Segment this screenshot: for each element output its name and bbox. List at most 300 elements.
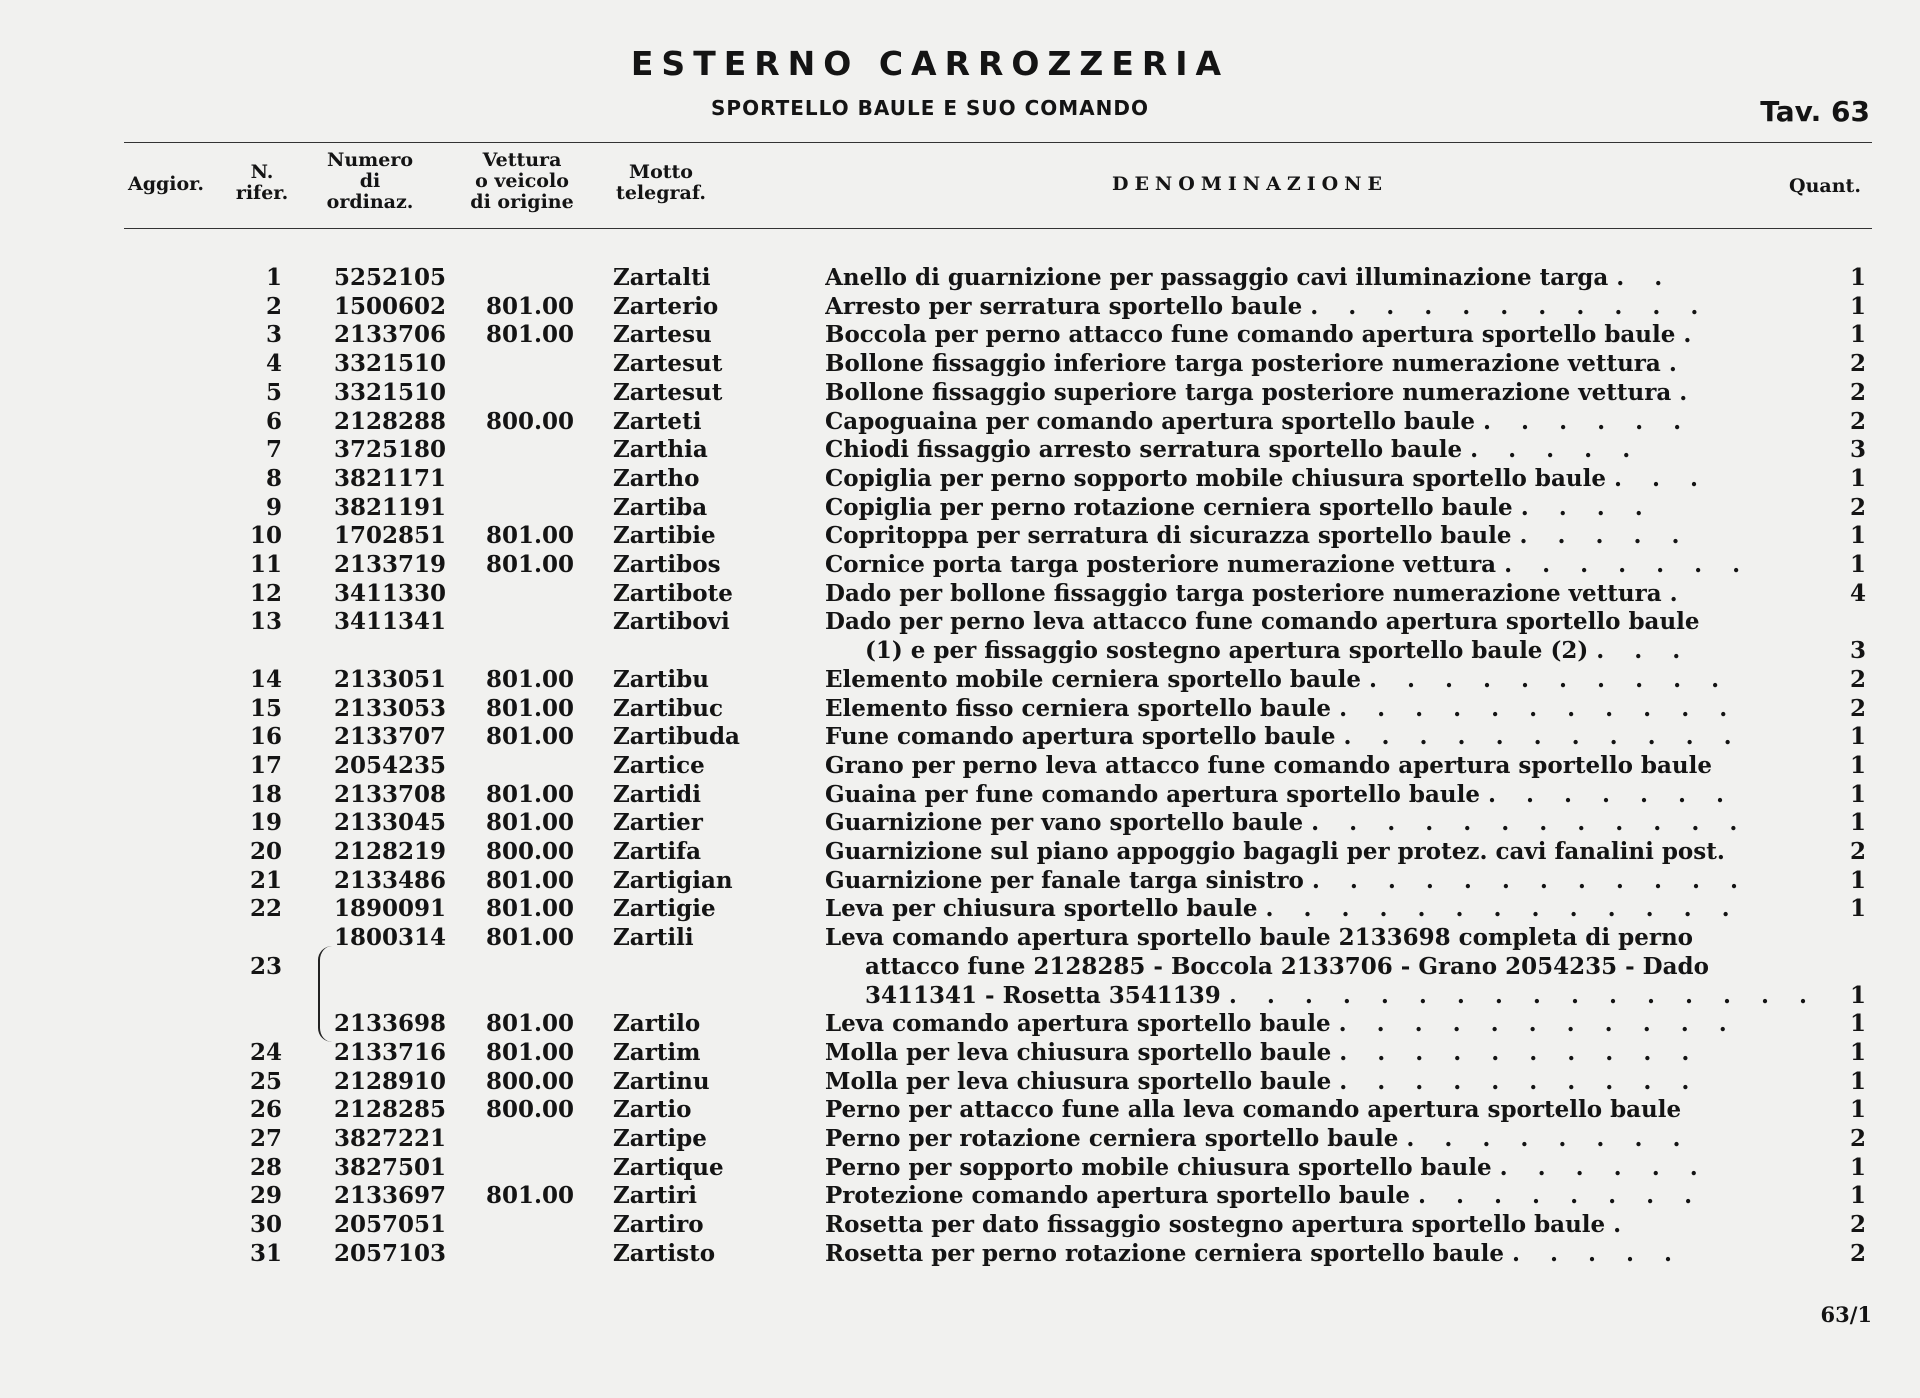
order-number: 3821171 [334,464,447,492]
vehicle-origin: 801.00 [486,809,575,837]
order-number: 3827221 [334,1125,447,1152]
ref-number: 24 [249,1038,282,1066]
table-row [0,579,1920,608]
vehicle-origin: 801.00 [486,924,575,952]
quantity: 1 [1849,895,1866,923]
leader-dots: . [1683,321,1703,349]
description [825,579,1790,608]
quantity: 1 [1849,1153,1866,1181]
table-row [0,923,1920,952]
order-number: 3321510 [334,350,447,378]
telegraph-code: Zartiba [613,493,708,521]
telegraph-code: Zartigie [613,895,716,923]
description [825,349,1790,378]
description-text: Guarnizione sul piano appoggio bagagli per protez. cavi fanalini post. [825,838,1725,865]
table-row [0,665,1920,694]
quantity: 4 [1849,579,1866,607]
ref-number: 29 [249,1182,282,1210]
table-row [0,1210,1920,1239]
leader-dots: . . . . . . . . . . . [1338,1010,1738,1038]
quantity: 1 [1849,751,1866,779]
telegraph-code: Zarteti [613,407,702,435]
leader-dots: . [1613,1211,1633,1239]
vehicle-origin: 801.00 [486,1038,575,1066]
ref-number: 20 [249,838,282,865]
telegraph-code: Zartalti [613,264,711,291]
table-row [0,694,1920,723]
description [825,607,1790,636]
group-brace [318,946,334,1042]
quantity: 1 [1849,1182,1866,1210]
table-row [0,866,1920,895]
telegraph-code: Zartesut [613,350,723,378]
description [825,981,1830,1010]
telegraph-code: Zartibuda [613,723,740,751]
description [825,808,1790,837]
ref-number: 23 [249,952,282,980]
description-text: Guaina per fune comando apertura sportello baule [825,780,1480,808]
ref-number: 7 [265,436,282,464]
order-number: 2128219 [334,838,447,865]
quantity: 2 [1849,350,1866,378]
header-rule-top [124,142,1872,143]
description [825,1124,1790,1153]
table-row [0,320,1920,349]
ref-number: 17 [249,751,282,779]
quantity: 1 [1849,1067,1866,1095]
table-row [0,780,1920,809]
description-text: Cornice porta targa posteriore numerazione vettura [825,551,1497,578]
quantity: 1 [1849,866,1866,894]
description [825,292,1790,321]
quantity: 2 [1849,407,1866,435]
description [825,866,1790,895]
leader-dots: . . . [1596,637,1692,665]
order-number: 2133707 [334,723,447,751]
leader-dots: . . . [1613,464,1710,492]
ref-number: 3 [265,321,282,349]
leader-dots [1681,1095,1790,1124]
description-text: Leva comando apertura sportello baule [825,1010,1331,1038]
order-number: 2057051 [334,1211,447,1239]
description [825,435,1790,464]
leader-dots: . [1669,579,1689,607]
col-header-aggior: Aggior. [127,173,205,195]
order-number: 3821191 [334,493,447,521]
description-text: Copiglia per perno sopporto mobile chiusura sportello baule [825,464,1606,492]
vehicle-origin: 801.00 [486,866,575,894]
quantity: 1 [1849,1010,1866,1038]
quantity: 2 [1849,378,1866,406]
ref-number: 30 [249,1211,282,1239]
quantity: 1 [1849,321,1866,349]
leader-dots [1725,837,1790,866]
page-number: 63/1 [1820,1302,1872,1327]
ref-number: 26 [249,1096,282,1124]
description [825,521,1790,550]
order-number: 2133716 [334,1038,447,1066]
quantity: 1 [1849,809,1866,837]
description-text: (1) e per fissaggio sostegno apertura sportello baule (2) [865,637,1589,665]
order-number: 2128910 [334,1067,447,1095]
order-number: 1702851 [334,522,447,550]
description-text: Arresto per serratura sportello baule [825,292,1303,320]
quantity: 2 [1849,665,1866,693]
ref-number: 16 [249,723,282,751]
telegraph-code: Zartibovi [613,608,730,636]
quantity: 2 [1849,1211,1866,1239]
order-number: 2133051 [334,665,447,693]
table-row [0,349,1920,378]
telegraph-code: Zartim [613,1038,701,1066]
quantity: 3 [1849,637,1866,665]
ref-number: 12 [249,579,282,607]
table-row [0,378,1920,407]
description-text: Grano per perno leva attacco fune comando apertura sportello baule [825,751,1713,779]
ref-number: 22 [249,895,282,923]
vehicle-origin: 801.00 [486,1182,575,1210]
description [825,1181,1790,1210]
order-number: 3411330 [334,579,447,607]
order-number: 5252105 [334,264,447,291]
quantity: 1 [1849,264,1866,291]
col-header-rifer: N. rifer. [235,161,289,204]
order-number: 2128288 [334,407,447,435]
ref-number: 27 [249,1125,282,1152]
header-rule-bottom [124,228,1872,229]
order-number: 2054235 [334,751,447,779]
ref-number: 15 [249,694,282,722]
leader-dots [1700,607,1790,636]
leader-dots: . . . . . [1519,522,1691,550]
table-row [0,464,1920,493]
leader-dots: . . . . . [1470,436,1642,464]
description [825,320,1790,349]
order-number: 2133698 [334,1010,447,1038]
description [825,493,1790,522]
leader-dots: . . . . . . . . . . [1339,1038,1701,1066]
leader-dots: . . . . . . . [1504,551,1752,578]
quantity: 2 [1849,694,1866,722]
order-number: 2133697 [334,1182,447,1210]
table-row [0,981,1920,1010]
table-row [0,894,1920,923]
vehicle-origin: 800.00 [486,838,575,865]
description-text: Perno per rotazione cerniera sportello baule [825,1125,1399,1152]
description-text: Fune comando apertura sportello baule [825,723,1336,751]
table-row [0,837,1920,866]
description [825,1067,1790,1096]
order-number: 3411341 [334,608,447,636]
telegraph-code: Zartisto [613,1239,716,1267]
table-row [0,493,1920,522]
description-text: Leva comando apertura sportello baule 2133698 completa di perno [825,924,1694,952]
description [825,694,1790,723]
order-number: 2133486 [334,866,447,894]
ref-number: 13 [249,608,282,636]
description [825,1153,1790,1182]
description-text: Copiglia per perno rotazione cerniera sportello baule [825,493,1513,521]
description-text: Molla per leva chiusura sportello baule [825,1067,1332,1095]
table-row [0,263,1920,292]
order-number: 3321510 [334,378,447,406]
leader-dots: . [1668,350,1688,378]
order-number: 2133719 [334,551,447,578]
leader-dots: . . . . . . . . . . . . . [1265,895,1741,923]
order-number: 2133045 [334,809,447,837]
telegraph-code: Zartipe [613,1125,707,1152]
col-header-numero: Numero di ordinaz. [326,149,414,213]
col-header-denominazione: DENOMINAZIONE [1111,173,1389,195]
telegraph-code: Zartifa [613,838,701,865]
leader-dots [1709,952,1830,981]
description [825,1095,1790,1124]
quantity: 1 [1849,551,1866,578]
description-text: Rosetta per dato fissaggio sostegno apertura sportello baule [825,1211,1606,1239]
description-text: Copritoppa per serratura di sicurazza sportello baule [825,522,1512,550]
description-text: Elemento fisso cerniera sportello baule [825,694,1332,722]
telegraph-code: Zartio [613,1096,692,1124]
table-row [0,550,1920,579]
order-number: 3827501 [334,1153,447,1181]
quantity: 2 [1849,838,1866,865]
description-text: Boccola per perno attacco fune comando apertura sportello baule [825,321,1676,349]
telegraph-code: Zartinu [613,1067,710,1095]
table-row [0,292,1920,321]
order-number: 3725180 [334,436,447,464]
description [825,550,1790,579]
ref-number: 2 [265,292,282,320]
telegraph-code: Zartesut [613,378,723,406]
description-text: Elemento mobile cerniera sportello baule [825,665,1361,693]
description-text: Dado per perno leva attacco fune comando apertura sportello baule [825,608,1700,636]
description [825,894,1790,923]
telegraph-code: Zartidi [613,780,701,808]
leader-dots: . . . . . . . . . . [1339,1067,1701,1095]
table-row [0,722,1920,751]
description [825,1009,1790,1038]
order-number: 2057103 [334,1239,447,1267]
leader-dots [1693,923,1790,952]
table-row [0,435,1920,464]
quantity: 2 [1849,1239,1866,1267]
page-title: ESTERNO CARROZZERIA [630,44,1230,83]
description-text: Protezione comando apertura sportello baule [825,1182,1411,1210]
table-number: Tav. 63 [1760,95,1870,128]
vehicle-origin: 800.00 [486,1067,575,1095]
telegraph-code: Zartier [613,809,703,837]
ref-number: 19 [249,809,282,837]
table-row [0,636,1920,665]
description [825,923,1790,952]
description [825,722,1790,751]
table-row [0,521,1920,550]
vehicle-origin: 800.00 [486,407,575,435]
table-row [0,751,1920,780]
vehicle-origin: 801.00 [486,1010,575,1038]
description-text: 3411341 - Rosetta 3541139 [865,981,1221,1009]
table-row [0,1239,1920,1268]
description [825,636,1830,665]
description [825,751,1790,780]
table-row [0,1153,1920,1182]
telegraph-code: Zartigian [613,866,733,894]
telegraph-code: Zartiri [613,1182,698,1210]
quantity: 1 [1849,522,1866,550]
description [825,837,1790,866]
leader-dots: . . . . . . . . . . . . [1311,866,1749,894]
vehicle-origin: 801.00 [486,321,575,349]
ref-number: 14 [249,665,282,693]
leader-dots: . . . . . . . [1487,780,1736,808]
ref-number: 1 [265,264,282,291]
table-row [0,1038,1920,1067]
ref-number: 10 [249,522,282,550]
telegraph-code: Zarterio [613,292,719,320]
leader-dots: . . . . . . . . . . . . [1311,809,1749,837]
vehicle-origin: 801.00 [486,895,575,923]
quantity: 2 [1849,1125,1866,1152]
table-row [0,1181,1920,1210]
ref-number: 8 [265,464,282,492]
quantity: 1 [1849,292,1866,320]
vehicle-origin: 801.00 [486,551,575,578]
description [825,1210,1790,1239]
description [825,263,1790,292]
leader-dots: . . . . . [1511,1239,1684,1267]
leader-dots: . . . . . . . . . . . [1310,292,1710,320]
leader-dots: . . . . . . [1499,1153,1709,1181]
order-number: 1800314 [334,924,447,952]
table-row [0,1124,1920,1153]
quantity: 1 [1849,464,1866,492]
leader-dots: . . . . [1520,493,1654,521]
table-row [0,607,1920,636]
telegraph-code: Zartibos [613,551,721,578]
description-text: attacco fune 2128285 - Boccola 2133706 - Grano 2054235 - Dado [865,952,1709,980]
order-number: 2133708 [334,780,447,808]
ref-number: 4 [265,350,282,378]
leader-dots: . . . . . . . . [1418,1182,1704,1210]
table-row [0,808,1920,837]
col-header-motto: Motto telegraf. [616,161,706,204]
description [825,378,1790,407]
leader-dots: . . . . . . . . . . . [1343,723,1743,751]
ref-number: 28 [249,1153,282,1181]
table-row [0,407,1920,436]
description-text: Rosetta per perno rotazione cerniera sportello baule [825,1239,1504,1267]
description-text: Molla per leva chiusura sportello baule [825,1038,1332,1066]
quantity: 1 [1849,1096,1866,1124]
vehicle-origin: 800.00 [486,1096,575,1124]
leader-dots: . . . . . . . . . . [1368,665,1731,693]
telegraph-code: Zartho [613,464,700,492]
telegraph-code: Zartili [613,924,694,952]
leader-dots: . . . . . . . . . . . . . . . . [1228,981,1819,1009]
order-number: 2128285 [334,1096,447,1124]
order-number: 1890091 [334,895,447,923]
quantity: 1 [1849,780,1866,808]
description [825,407,1790,436]
telegraph-code: Zartibote [613,579,733,607]
vehicle-origin: 801.00 [486,694,575,722]
leader-dots: . . . . . . . . [1406,1125,1692,1152]
leader-dots: . . . . . . [1483,407,1693,435]
telegraph-code: Zartibu [613,665,709,693]
table-row [0,1067,1920,1096]
description [825,464,1790,493]
description-text: Anello di guarnizione per passaggio cavi illuminazione targa [825,264,1609,291]
description-text: Bollone fissaggio superiore targa posteriore numerazione vettura [825,378,1672,406]
ref-number: 5 [265,378,282,406]
ref-number: 18 [249,780,282,808]
order-number: 2133706 [334,321,447,349]
leader-dots [1712,751,1790,780]
col-header-quant: Quant. [1789,175,1861,197]
description-text: Bollone fissaggio inferiore targa posteriore numerazione vettura [825,350,1661,378]
description-text: Chiodi fissaggio arresto serratura sportello baule [825,436,1463,464]
description-text: Guarnizione per fanale targa sinistro [825,866,1304,894]
description-text: Perno per attacco fune alla leva comando apertura sportello baule [825,1096,1682,1124]
telegraph-code: Zartique [613,1153,724,1181]
leader-dots: . [1679,378,1699,406]
telegraph-code: Zartibuc [613,694,723,722]
table-row [0,1095,1920,1124]
vehicle-origin: 801.00 [486,780,575,808]
table-row [0,1009,1920,1038]
telegraph-code: Zarthia [613,436,708,464]
leader-dots: . . [1616,264,1674,291]
col-header-vettura: Vettura o veicolo di origine [470,149,574,213]
ref-number: 6 [265,407,282,435]
telegraph-code: Zartice [613,751,705,779]
ref-number: 31 [249,1239,282,1267]
vehicle-origin: 801.00 [486,292,575,320]
description-text: Leva per chiusura sportello baule [825,895,1258,923]
description-text: Guarnizione per vano sportello baule [825,809,1304,837]
quantity: 1 [1849,1038,1866,1066]
table-row [0,952,1920,981]
leader-dots: . . . . . . . . . . . [1339,694,1739,722]
telegraph-code: Zartiro [613,1211,704,1239]
description-text: Perno per sopporto mobile chiusura sportello baule [825,1153,1492,1181]
description-text: Capoguaina per comando apertura sportello baule [825,407,1476,435]
ref-number: 21 [249,866,282,894]
ref-number: 11 [249,551,282,578]
description-text: Dado per bollone fissaggio targa posteriore numerazione vettura [825,579,1662,607]
telegraph-code: Zartesu [613,321,712,349]
description [825,952,1830,981]
order-number: 1500602 [334,292,447,320]
description [825,665,1790,694]
description [825,1239,1790,1268]
telegraph-code: Zartibie [613,522,716,550]
description [825,1038,1790,1067]
quantity: 1 [1849,723,1866,751]
page-subtitle: SPORTELLO BAULE E SUO COMANDO [711,96,1149,120]
vehicle-origin: 801.00 [486,723,575,751]
quantity: 2 [1849,493,1866,521]
order-number: 2133053 [334,694,447,722]
quantity: 1 [1849,981,1866,1009]
ref-number: 25 [249,1067,282,1095]
ref-number: 9 [265,493,282,521]
telegraph-code: Zartilo [613,1010,701,1038]
description [825,780,1790,809]
quantity: 3 [1849,436,1866,464]
vehicle-origin: 801.00 [486,665,575,693]
vehicle-origin: 801.00 [486,522,575,550]
